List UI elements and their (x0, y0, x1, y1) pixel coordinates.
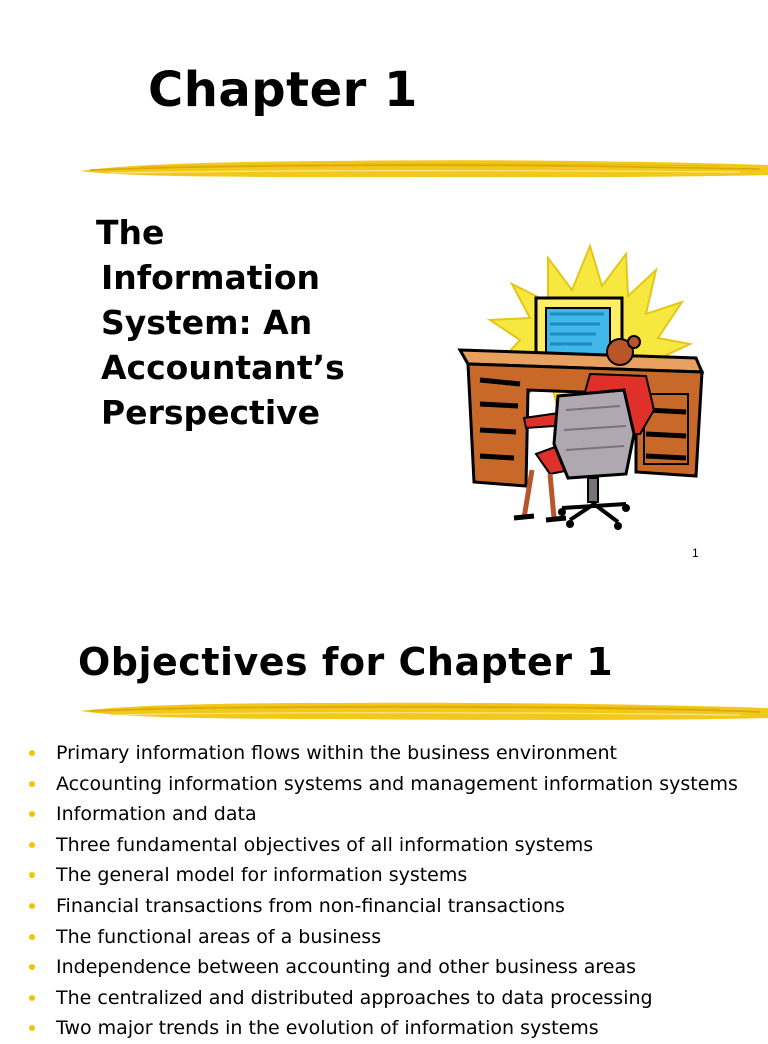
list-item (0, 860, 738, 891)
objectives-title: Objectives for Chapter 1 (78, 640, 614, 684)
list-item-text: Accounting information systems and management information systems (56, 772, 738, 795)
chapter-subtitle (96, 210, 345, 435)
list-item (0, 983, 738, 1014)
subtitle-line: The (96, 213, 165, 252)
chair-shape (554, 390, 634, 530)
subtitle-line: Information (101, 258, 320, 297)
subtitle-line: Accountant’s (101, 348, 345, 387)
list-item-text: Information and data (56, 803, 257, 826)
list-item (0, 952, 738, 983)
bullet-dot-icon (29, 995, 35, 1001)
list-item (0, 922, 738, 953)
subtitle-line: System: An (101, 303, 313, 342)
person-at-computer-icon (450, 234, 712, 530)
list-item (0, 769, 738, 800)
bullet-dot-icon (29, 842, 35, 848)
objectives-list (0, 738, 738, 1044)
bullet-dot-icon (29, 750, 35, 756)
list-item (0, 891, 738, 922)
bullet-dot-icon (29, 964, 35, 970)
bullet-dot-icon (29, 872, 35, 878)
brush-stroke-divider (80, 698, 768, 724)
list-item-text: Primary information flows within the business environment (56, 742, 617, 764)
list-item-text: Three fundamental objectives of all information systems (56, 833, 594, 856)
page-number: 1 (692, 546, 699, 560)
bullet-dot-icon (29, 781, 35, 787)
list-item (0, 830, 738, 861)
brush-stroke-divider (80, 156, 768, 182)
bullet-dot-icon (29, 903, 35, 909)
list-item-text: The centralized and distributed approaches to data processing (56, 986, 653, 1009)
slide-objectives (0, 592, 768, 1040)
list-item-text: Two major trends in the evolution of information systems (56, 1017, 599, 1040)
list-item-text: Financial transactions from non-financial transactions (56, 894, 565, 917)
list-item-text: The functional areas of a business (56, 925, 382, 948)
bullet-dot-icon (29, 811, 35, 817)
bullet-dot-icon (29, 1025, 35, 1031)
chapter-title: Chapter 1 (148, 62, 418, 118)
list-item-text: Independence between accounting and other business areas (56, 956, 637, 979)
list-item (0, 1013, 738, 1044)
list-item (0, 738, 738, 769)
subtitle-line: Perspective (101, 393, 321, 432)
list-item-text: The general model for information systems (56, 864, 468, 887)
bullet-dot-icon (29, 934, 35, 940)
list-item (0, 799, 738, 830)
